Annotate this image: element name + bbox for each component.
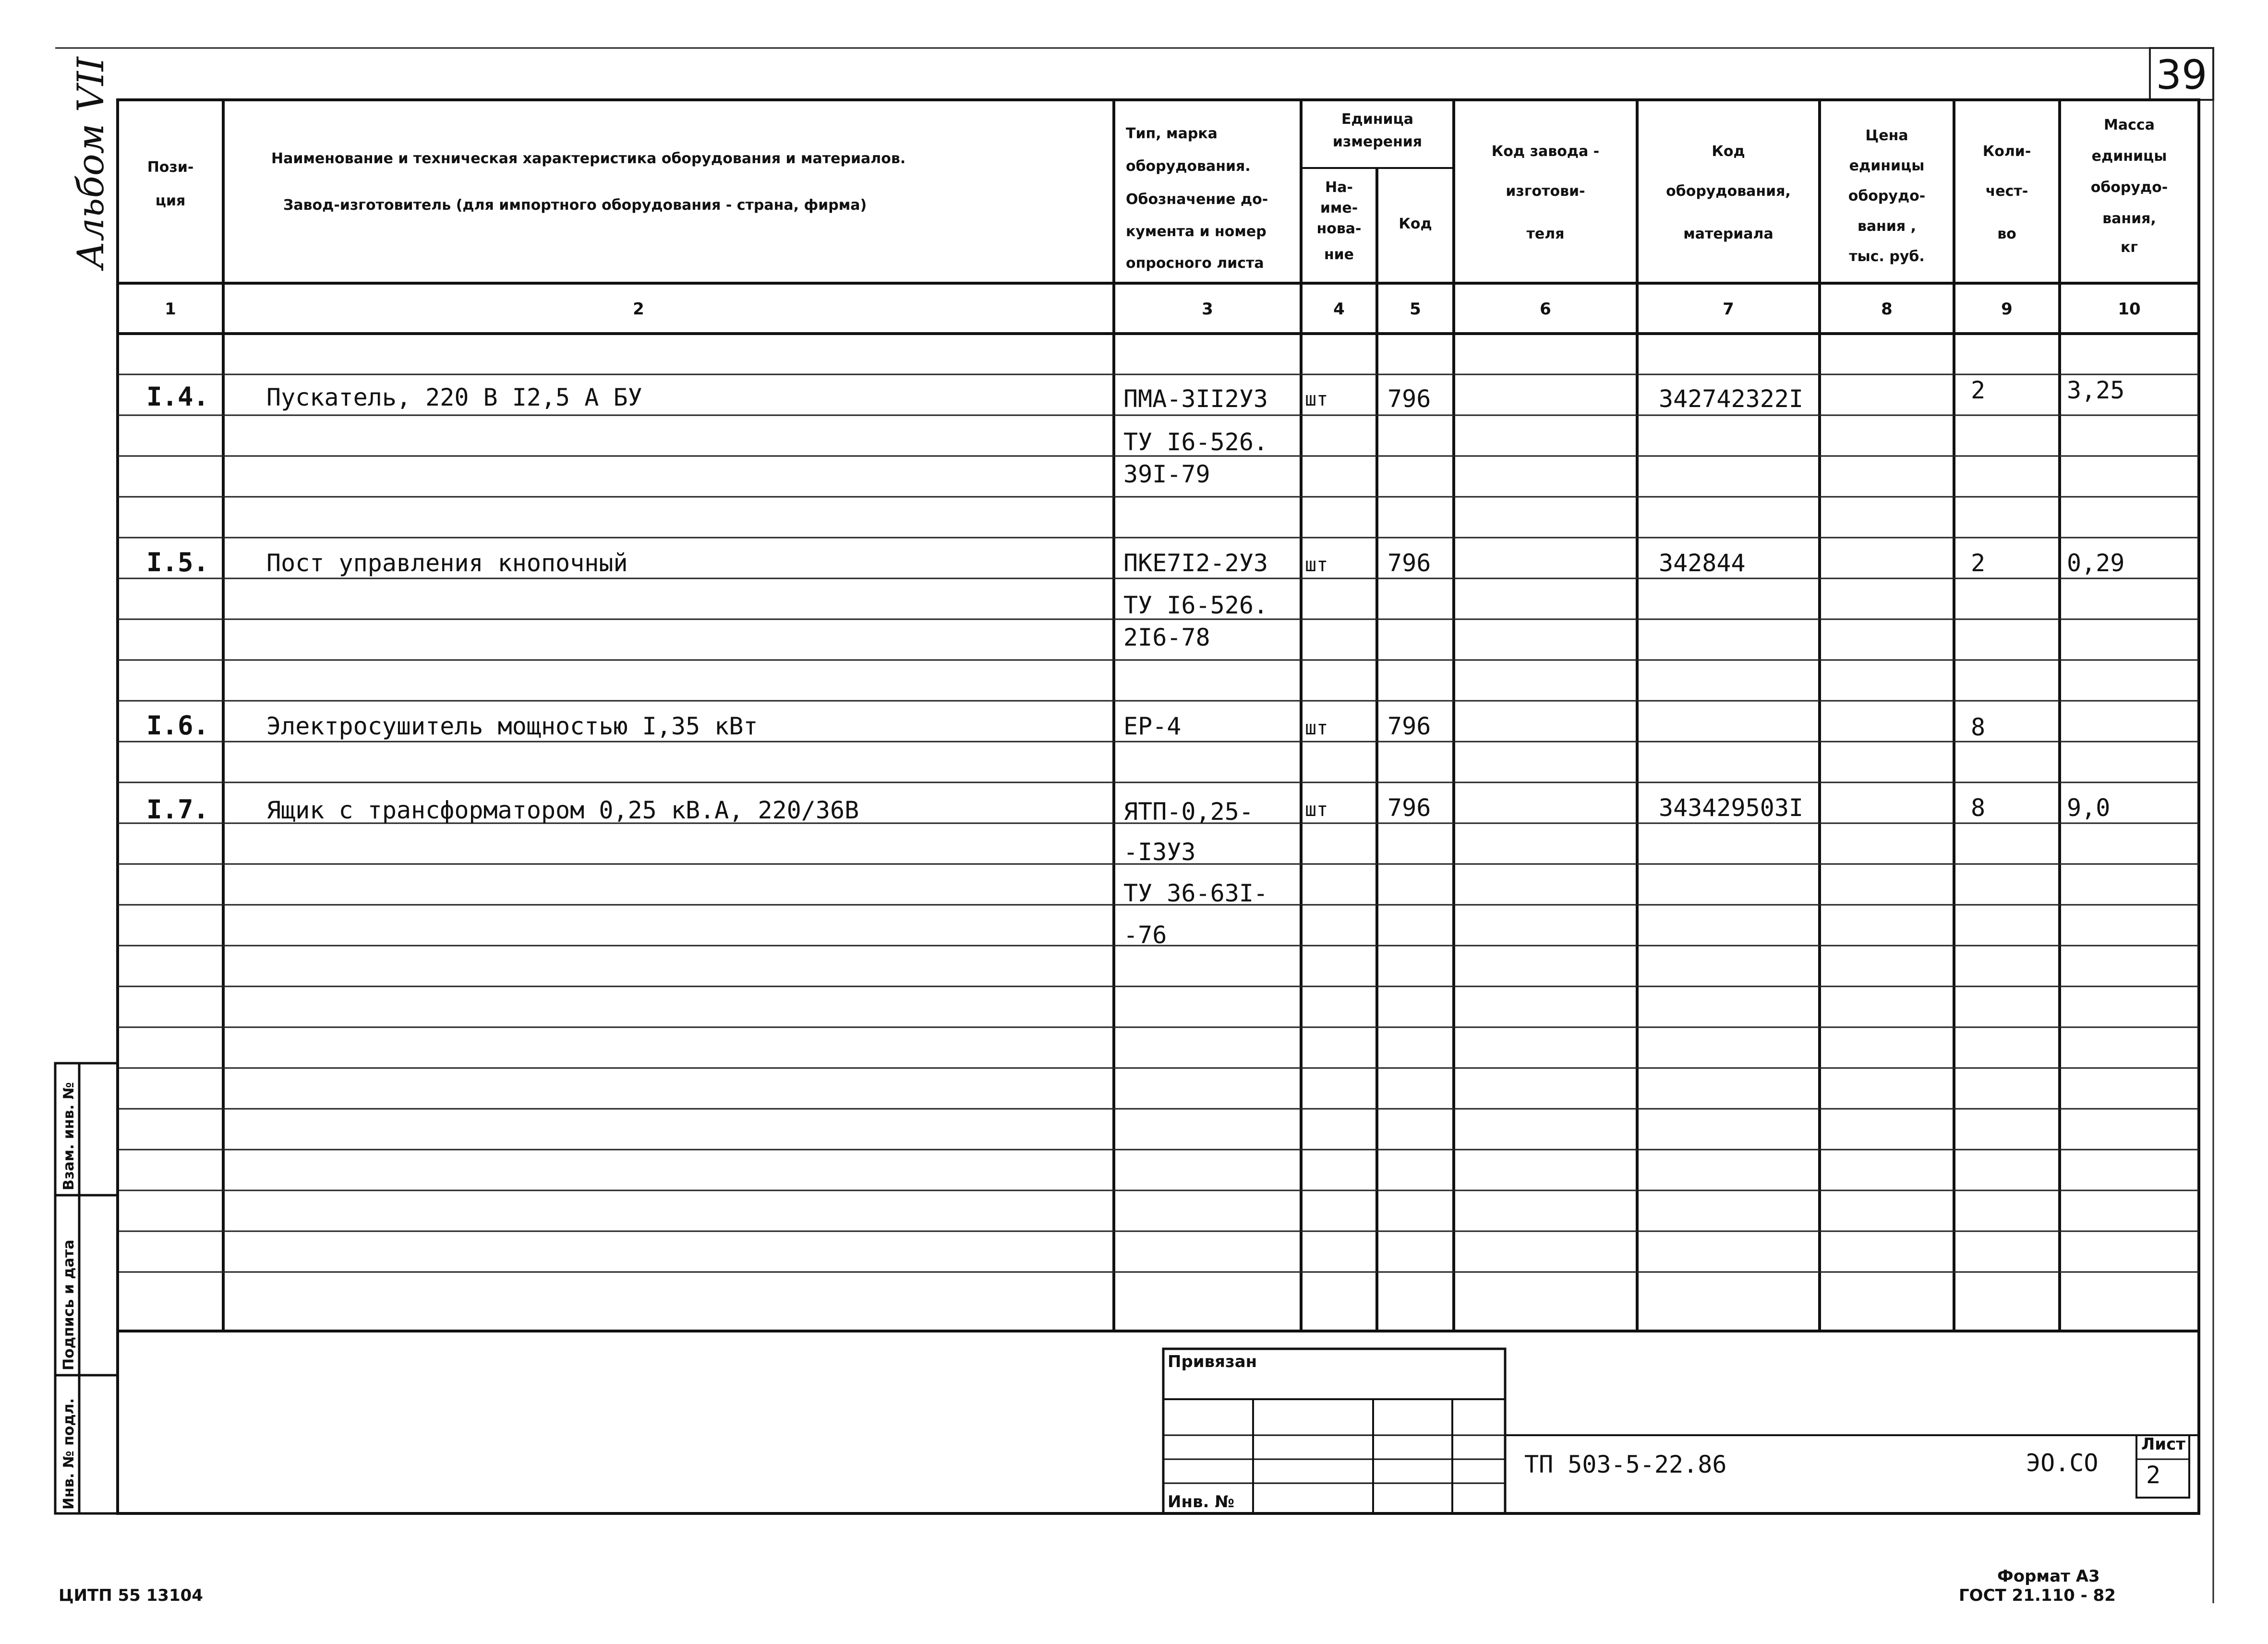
svg-text:Пози-: Пози- xyxy=(147,159,194,176)
svg-text:оборудо-: оборудо- xyxy=(2090,179,2168,196)
svg-text:теля: теля xyxy=(1526,226,1565,242)
item-unit-code: 796 xyxy=(1387,712,1431,740)
header-type xyxy=(1126,125,1268,272)
item-name: Электросушитель мощностью I,35 кВт xyxy=(266,712,758,740)
svg-text:кумента и номер: кумента и номер xyxy=(1126,223,1267,240)
title-block-privyazan: Привязан xyxy=(1168,1352,1257,1371)
svg-text:оборудования,: оборудования, xyxy=(1666,183,1791,200)
item-equipment-code: 343429503I xyxy=(1659,794,1804,822)
svg-text:Тип, марка: Тип, марка xyxy=(1126,125,1218,142)
title-block-inv-no: Инв. № xyxy=(1168,1492,1235,1512)
svg-text:5: 5 xyxy=(1410,300,1421,319)
item-unit-name: шт xyxy=(1305,799,1328,821)
svg-text:4: 4 xyxy=(1333,300,1345,319)
svg-text:ция: ция xyxy=(155,192,186,209)
item-position: I.6. xyxy=(146,710,209,741)
item-type-line: -76 xyxy=(1123,921,1167,949)
header-mass xyxy=(2091,117,2168,256)
svg-text:Код: Код xyxy=(1712,143,1745,160)
header-quantity xyxy=(1983,143,2031,242)
format-label: Формат А3 xyxy=(1997,1567,2100,1586)
svg-text:единицы: единицы xyxy=(1849,157,1925,174)
svg-text:Наименование и техническая хар: Наименование и техническая характеристика оборудования и материалов. xyxy=(271,150,906,167)
svg-text:Масса: Масса xyxy=(2104,117,2155,133)
svg-text:изготови-: изготови- xyxy=(1506,183,1585,200)
item-name: Ящик с трансформатором 0,25 кВ.А, 220/36В xyxy=(266,796,859,824)
item-type-line: ТУ I6-526. xyxy=(1123,428,1268,456)
item-type-line: ЯТП-0,25- xyxy=(1123,798,1254,826)
item-quantity: 8 xyxy=(1971,713,1986,741)
table-row xyxy=(146,794,2110,949)
item-name: Пускатель, 220 В I2,5 А БУ xyxy=(266,384,642,411)
svg-text:2: 2 xyxy=(633,300,644,319)
item-position: I.7. xyxy=(146,794,209,825)
svg-text:чест-: чест- xyxy=(1985,183,2028,200)
table-row xyxy=(146,710,1985,741)
header-name xyxy=(271,150,905,214)
column-numbers xyxy=(165,300,2141,319)
item-position: I.4. xyxy=(146,382,209,412)
svg-text:вания ,: вания , xyxy=(1857,218,1917,235)
svg-text:Единица: Единица xyxy=(1341,111,1413,128)
svg-text:8: 8 xyxy=(1881,300,1893,319)
svg-text:ние: ние xyxy=(1324,246,1354,263)
item-mass: 9,0 xyxy=(2067,794,2111,822)
item-quantity: 2 xyxy=(1971,376,1986,404)
header-unit-group xyxy=(1333,111,1422,150)
item-equipment-code: 342742322I xyxy=(1659,385,1804,413)
header-position xyxy=(147,159,194,209)
svg-text:Коли-: Коли- xyxy=(1982,143,2031,160)
svg-text:На-: На- xyxy=(1325,179,1353,196)
svg-text:измерения: измерения xyxy=(1332,133,1423,150)
svg-text:9: 9 xyxy=(2001,300,2013,319)
album-label: Альбом VII xyxy=(69,57,112,269)
item-type-line: ПМА-3II2У3 xyxy=(1123,385,1268,413)
item-mass: 0,29 xyxy=(2067,549,2125,577)
header-price xyxy=(1848,127,1926,265)
item-type-line: 39I-79 xyxy=(1123,460,1210,488)
side-stamp-podpis: Подпись и дата xyxy=(60,1239,77,1370)
section-code: ЭО.СО xyxy=(2026,1449,2099,1477)
table-row xyxy=(146,376,2124,488)
header-equipment-code xyxy=(1666,143,1791,242)
item-type-line: ПКЕ7I2-2У3 xyxy=(1123,549,1268,577)
svg-text:оборудо-: оборудо- xyxy=(1848,188,1926,204)
svg-text:7: 7 xyxy=(1723,300,1734,319)
item-type-line: -I3У3 xyxy=(1123,838,1196,866)
item-quantity: 8 xyxy=(1971,794,1986,822)
footer-left-code: ЦИТП 55 13104 xyxy=(59,1586,203,1605)
document-code: ТП 503-5-22.86 xyxy=(1524,1451,1727,1478)
footer-right-code: ГОСТ 21.110 - 82 xyxy=(1959,1586,2116,1605)
item-name: Пост управления кнопочный xyxy=(266,549,628,577)
svg-text:нова-: нова- xyxy=(1316,220,1362,237)
item-type-line: 2I6-78 xyxy=(1123,624,1210,651)
svg-text:име-: име- xyxy=(1320,200,1358,216)
svg-text:1: 1 xyxy=(165,300,176,319)
svg-text:единицы: единицы xyxy=(2091,148,2167,165)
item-equipment-code: 342844 xyxy=(1659,549,1746,577)
side-stamp-inv-podl: Инв. № подл. xyxy=(60,1398,77,1510)
item-type-line: ЕР-4 xyxy=(1123,712,1182,740)
sheet-label: Лист xyxy=(2141,1435,2185,1454)
item-mass: 3,25 xyxy=(2067,376,2125,404)
svg-text:во: во xyxy=(1997,226,2016,242)
header-factory-code xyxy=(1492,143,1599,242)
item-unit-name: шт xyxy=(1305,388,1328,410)
item-unit-name: шт xyxy=(1305,554,1328,576)
svg-text:оборудования.: оборудования. xyxy=(1126,158,1251,175)
item-unit-name: шт xyxy=(1305,717,1328,739)
item-type-line: ТУ 36-63I- xyxy=(1123,879,1268,907)
item-unit-code: 796 xyxy=(1387,794,1431,822)
item-quantity: 2 xyxy=(1971,549,1986,577)
svg-text:3: 3 xyxy=(1202,300,1213,319)
svg-text:Обозначение до-: Обозначение до- xyxy=(1126,191,1268,208)
svg-text:тыс. руб.: тыс. руб. xyxy=(1849,248,1925,265)
page-number-box xyxy=(2150,48,2213,100)
item-type-line: ТУ I6-526. xyxy=(1123,591,1268,619)
svg-text:кг: кг xyxy=(2120,239,2138,256)
item-unit-code: 796 xyxy=(1387,549,1431,577)
header-unit-name xyxy=(1316,179,1361,263)
svg-text:Код завода -: Код завода - xyxy=(1491,143,1600,160)
item-position: I.5. xyxy=(146,547,209,577)
header-unit-code: Код xyxy=(1399,216,1432,232)
svg-text:Завод-изготовитель (для импорт: Завод-изготовитель (для импортного оборудования - страна, фирма) xyxy=(283,197,867,214)
svg-text:10: 10 xyxy=(2118,300,2141,319)
item-unit-code: 796 xyxy=(1387,385,1431,413)
side-stamp-vzam: Взам. инв. № xyxy=(60,1082,77,1190)
svg-text:Цена: Цена xyxy=(1865,127,1908,144)
svg-text:вания,: вания, xyxy=(2102,210,2156,227)
title-block xyxy=(1163,1349,2199,1513)
svg-text:опросного листа: опросного листа xyxy=(1126,255,1264,272)
page-number: 39 xyxy=(2156,51,2208,98)
table-row xyxy=(146,547,2124,651)
sheet-number: 2 xyxy=(2146,1461,2161,1489)
svg-text:материала: материала xyxy=(1683,226,1773,242)
svg-text:6: 6 xyxy=(1540,300,1551,319)
